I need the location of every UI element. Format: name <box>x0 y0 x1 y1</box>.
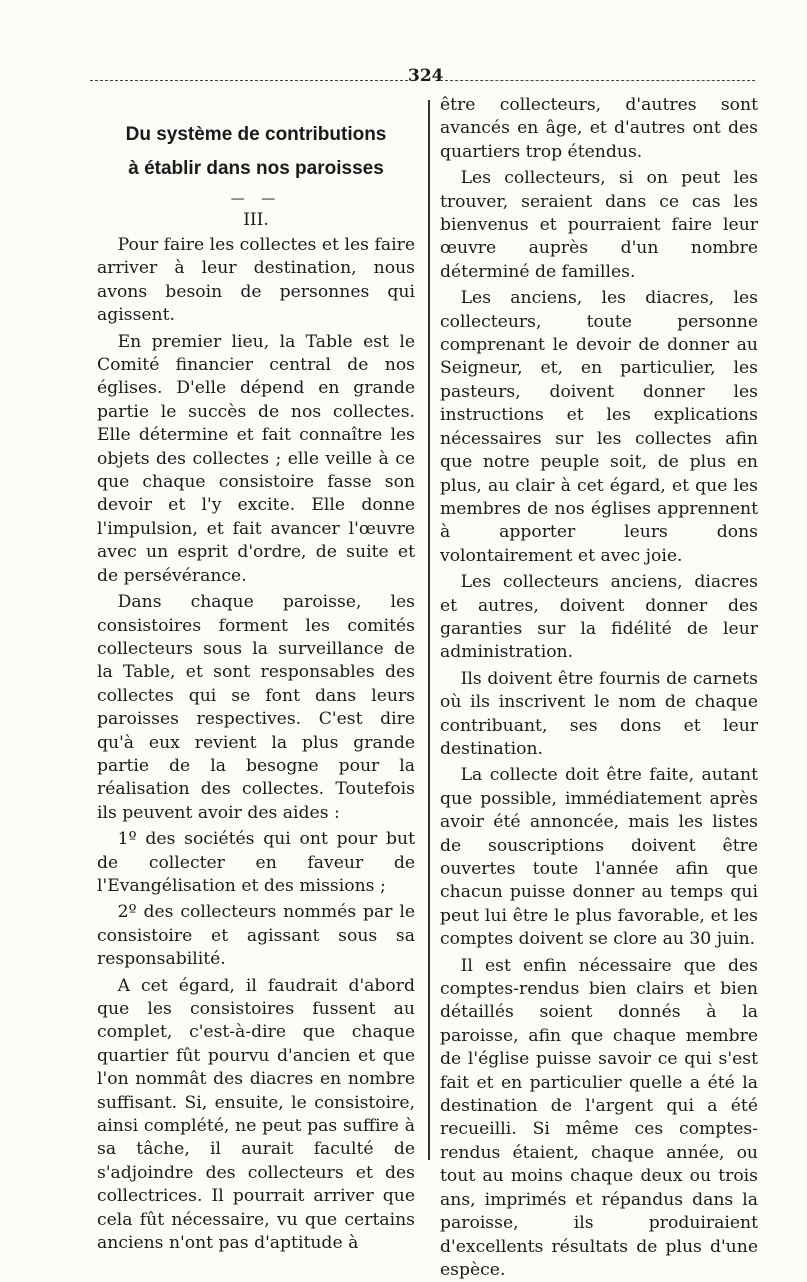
article-title-line-2: à établir dans nos paroisses <box>128 158 384 179</box>
paragraph: Les collecteurs, si on peut les trouver, seraient dans ce cas les bienvenus et pourraient faire leur œuvre auprès d'un nombre déterminé de familles. <box>440 168 758 282</box>
paragraph: Il est enfin nécessaire que des comptes-rendus bien clairs et bien détaillés soient donnés à la paroisse, afin que chaque membre de l'église puisse savoir ce qui s'est fait et en particulier quelle a été la destination de l'argent qui a été recueilli. Si même ces comptes-rendus étaient, chaque année, ou tout au moins chaque deux ou trois ans, imprimés et répandus dans la paroisse, ils produiraient d'excellents résultats de plus d'une espèce. <box>440 955 758 1280</box>
paragraph: Pour faire les collectes et les faire arriver à leur destination, nous avons besoin de personnes qui agissent. <box>97 235 415 326</box>
paragraph: Les anciens, les diacres, les collecteurs, toute personne comprenant le devoir de donner au Seigneur, et, en particulier, les pasteurs, doivent donner les instructions et les explications nécessaires sur les collectes afin que notre peuple soit, de plus en plus, au clair à cet égard, et que les membres de nos églises apprennent à apporter leurs dons volontairement et avec joie. <box>440 288 758 566</box>
paragraph: La collecte doit être faite, autant que possible, immédiatement après avoir été annoncée, mais les listes de souscriptions doivent être ouvertes toute l'année afin que chacun puisse donner au temps qui peut lui être le plus favorable, et les comptes doivent se clore au 30 juin. <box>440 765 758 950</box>
section-number: III. <box>243 210 269 230</box>
left-column <box>97 92 415 1255</box>
list-item: 1º des sociétés qui ont pour but de collecter en faveur de l'Evangélisation et des missions ; <box>97 829 415 896</box>
article-title-line-1: Du système de contributions <box>125 124 387 145</box>
paragraph: Ils doivent être fournis de carnets où ils inscrivent le nom de chaque contribuant, ses dons et leur destination. <box>440 668 758 759</box>
paragraph: Dans chaque paroisse, les consistoires forment les comités collecteurs sous la surveillance de la Table, et sont responsables des collectes qui se font dans leurs paroisses respectives. C'est dire qu'à eux revient la plus grande partie de la besogne pour la réalisation des collectes. Toutefois ils peuvent avoir des aides : <box>97 592 415 823</box>
article-title <box>97 118 415 186</box>
header-rule-left <box>90 80 408 81</box>
right-column <box>440 94 758 1282</box>
paragraph: En premier lieu, la Table est le Comité financier central de nos églises. D'elle dépend en grande partie le succès de nos collectes. Elle détermine et fait connaître les objets des collectes ; elle veille à ce que chaque consistoire fasse son devoir et l'y excite. Elle donne l'impulsion, et fait avancer l'œuvre avec un esprit d'ordre, de suite et de persévérance. <box>97 331 415 586</box>
column-divider <box>428 100 430 1160</box>
title-rule: — — <box>230 191 282 207</box>
paragraph-continued: être collecteurs, d'autres sont avancés en âge, et d'autres ont des quartiers trop étendus. <box>440 95 758 162</box>
paragraph: A cet égard, il faudrait d'abord que les consistoires fussent au complet, c'est-à-dire que chaque quartier fût pourvu d'ancien et que l'on nommât des diacres en nombre suffisant. Si, ensuite, le consistoire, ainsi complété, ne peut pas suffire à sa tâche, il aurait faculté de s'adjoindre des collecteurs et des collectrices. Il pourrait arriver que cela fût nécessaire, vu que certains anciens n'ont pas d'aptitude à <box>97 975 415 1254</box>
paragraph: Les collecteurs anciens, diacres et autres, doivent donner des garanties sur la fidélité de leur administration. <box>440 572 758 663</box>
header-rule-right <box>440 80 755 81</box>
list-item: 2º des collecteurs nommés par le consistoire et agissant sous sa responsabilité. <box>97 902 415 970</box>
page-number: 324 <box>408 66 444 86</box>
